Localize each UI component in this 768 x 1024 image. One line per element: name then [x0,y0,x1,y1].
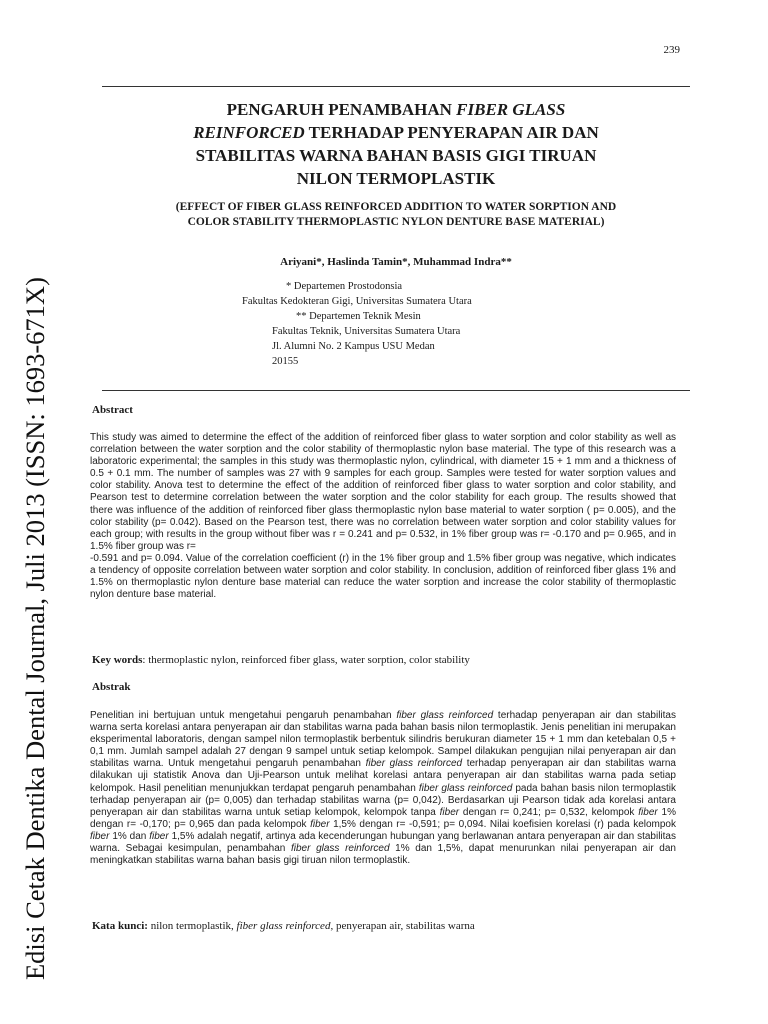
keywords-text: : thermoplastic nylon, reinforced fiber glass, water sorption, color stability [142,654,470,666]
abstrak-heading: Abstrak [92,681,131,693]
abstrak-text: terhadap penyerapan air dan stabilitas warna dilakukan uji statistik Anova dan Uji-Pearson untuk melihat korelasi antara penyerapan air dan stabilitas warna pada setiap kelompok. Hasil penelitian menunjukkan terdapat pengaruh penambahan [90,758,676,794]
affiliation-line: Jl. Alumni No. 2 Kampus USU Medan [272,341,435,352]
keywords-label: Key words [92,654,143,666]
abstrak-italic: fiber glass reinforced [418,782,513,794]
title-line3: STABILITAS WARNA BAHAN BASIS GIGI TIRUAN [195,146,597,165]
keywords [92,654,678,666]
header-rule [102,86,690,87]
kata-kunci-italic: fiber glass reinforced, [236,920,334,932]
kata-kunci-text: penyerapan air, stabilitas warna [333,920,475,932]
title-line1-b: FIBER GLASS [456,100,566,119]
abstrak-text: 1% dan 1,5%, dapat menurunkan nilai penyerapan air dan meningkatkan stabilitas warna bahan basis gigi tiruan nilon termoplastik. [90,843,676,867]
abstrak-text: pada bahan basis nilon termoplastik terhadap penyerapan air (p= 0,005) dan terhadap stabilitas warna (p= 0,042). Berdasarkan uji Pearson tidak ada korelasi antara penyerapan air dan stabilitas warna untuk setiap kelompok, kelompok tanpa [90,782,677,818]
affiliation-line: Fakultas Kedokteran Gigi, Universitas Sumatera Utara [242,296,472,307]
abstrak-text: terhadap penyerapan air dan stabilitas warna serta korelasi antara penyerapan air dan stabilitas warna pada bahan basis nilon termoplastik. Jenis penelitian ini merupakan eksperimental laboratoris, dengan sampel nilon termoplastik berbentuk silindris berukuran diameter 15 + 1 mm dan ketebalan 0,5 + 0,1 mm. Jumlah sampel adalah 27 dengan 9 sampel untuk setiap kelompok. Sampel dilakukan pengujian nilai penyerapan air dan stabilitas warna. Untuk mengetahui pengaruh penambahan [90,710,676,770]
kata-kunci [92,920,678,932]
abstrak-italic: fiber glass reinforced [396,710,494,721]
abstrak-text: 1% dengan r= -0,170; p= 0,965 dan pada kelompok [90,806,677,830]
abstrak-italic: fiber [90,830,110,842]
english-title-line1: (EFFECT OF FIBER GLASS REINFORCED ADDITION TO WATER SORPTION AND [175,201,617,213]
journal-side-banner: Edisi Cetak Dentika Dental Journal, Juli 2013 (ISSN: 1693-671X) [20,277,50,980]
affiliation-line: * Departemen Prostodonsia [286,281,403,292]
title-line2-a: REINFORCED [193,123,305,142]
abstract-paragraph: This study was aimed to determine the effect of the addition of reinforced fiber glass to water sorption and color stability as well as correlation between the water sorption and the color stability of thermoplastic nylon base material. The type of this research was a laboratoric experimental; the samples in this study was thermoplastic nylon, cylindrical, with diameter 15 + 1 mm and a thickness of 0.5 + 0.1 mm. The number of samples was 27 with 9 samples for each group. Samples were tested for water sorption values and color stability. Anova test to determine the effect of the addition of reinforced fiber glass to water sorption and color stability, and Pearson test to determine correlation between the water sorption and the color stability for each group. The results showed that there was influence of the addition of reinforced fiber glass thermoplastic nylon base material to water sorption ( p= 0.005), and the color stability (p= 0.042). Based on the Pearson test, there was no correlation between water sorption and color stability values for each group; with results in the group without fiber was r = 0.241 and p= 0.532, in 1% fiber group was r= -0.170 and p= 0.965, and in 1.5% fiber group was r= [90,432,676,552]
affiliation-line: 20155 [272,356,299,367]
title-line1-a: PENGARUH PENAMBAHAN [226,100,457,119]
abstrak-text: 1,5% adalah negatif, artinya ada kecenderungan hubungan yang berlawanan antara penyerapan air dan stabilitas warna. Sebagai kesimpulan, penambahan [90,830,676,855]
title-line2-b: TERHADAP PENYERAPAN AIR DAN [304,123,599,142]
abstrak-italic: fiber [638,806,658,818]
kata-kunci-text: nilon termoplastik, [147,920,237,932]
abstrak-italic: fiber [439,806,460,818]
abstrak-italic: fiber glass reinforced [291,843,390,855]
abstrak-text: 1% dan [109,830,150,842]
section-rule [102,390,690,391]
affiliation-line: Fakultas Teknik, Universitas Sumatera Utara [272,326,461,337]
page-number: 239 [663,44,680,56]
abstract-paragraph-continued: -0.591 and p= 0.094. Value of the correlation coefficient (r) in the 1% fiber group and 1.5% fiber group was negative, which indicates a tendency of opposite correlation between water sorption and color stability. In conclusion, addition of reinforced fiber glass 1% and 1.5% on thermoplastic nylon denture base material can reduce the water sorption and increase the color stability of thermoplastic nylon denture base material. [90,552,676,601]
abstract-body [90,432,676,601]
english-title [102,200,690,230]
author-list: Ariyani*, Haslinda Tamin*, Muhammad Indra** [280,256,512,268]
abstrak-body [90,710,676,867]
article-title [102,98,690,190]
abstrak-italic: fiber glass reinforced [365,758,463,770]
abstrak-italic: fiber [310,818,330,830]
abstrak-text: dengan r= 0,241; p= 0,532, kelompok [459,806,639,818]
kata-kunci-label: Kata kunci: [92,920,148,932]
abstrak-text: Penelitian ini bertujuan untuk mengetahui pengaruh penambahan [90,710,397,721]
english-title-line2: COLOR STABILITY THERMOPLASTIC NYLON DENTURE BASE MATERIAL) [187,216,605,228]
abstract-heading: Abstract [92,404,133,416]
abstrak-italic: fiber [149,830,169,842]
abstrak-text: 1,5% dengan r= -0,591; p= 0,094. Nilai koefisien korelasi (r) pada kelompok [329,818,676,830]
affiliation-line: ** Departemen Teknik Mesin [296,311,421,322]
title-line4: NILON TERMOPLASTIK [296,169,496,188]
